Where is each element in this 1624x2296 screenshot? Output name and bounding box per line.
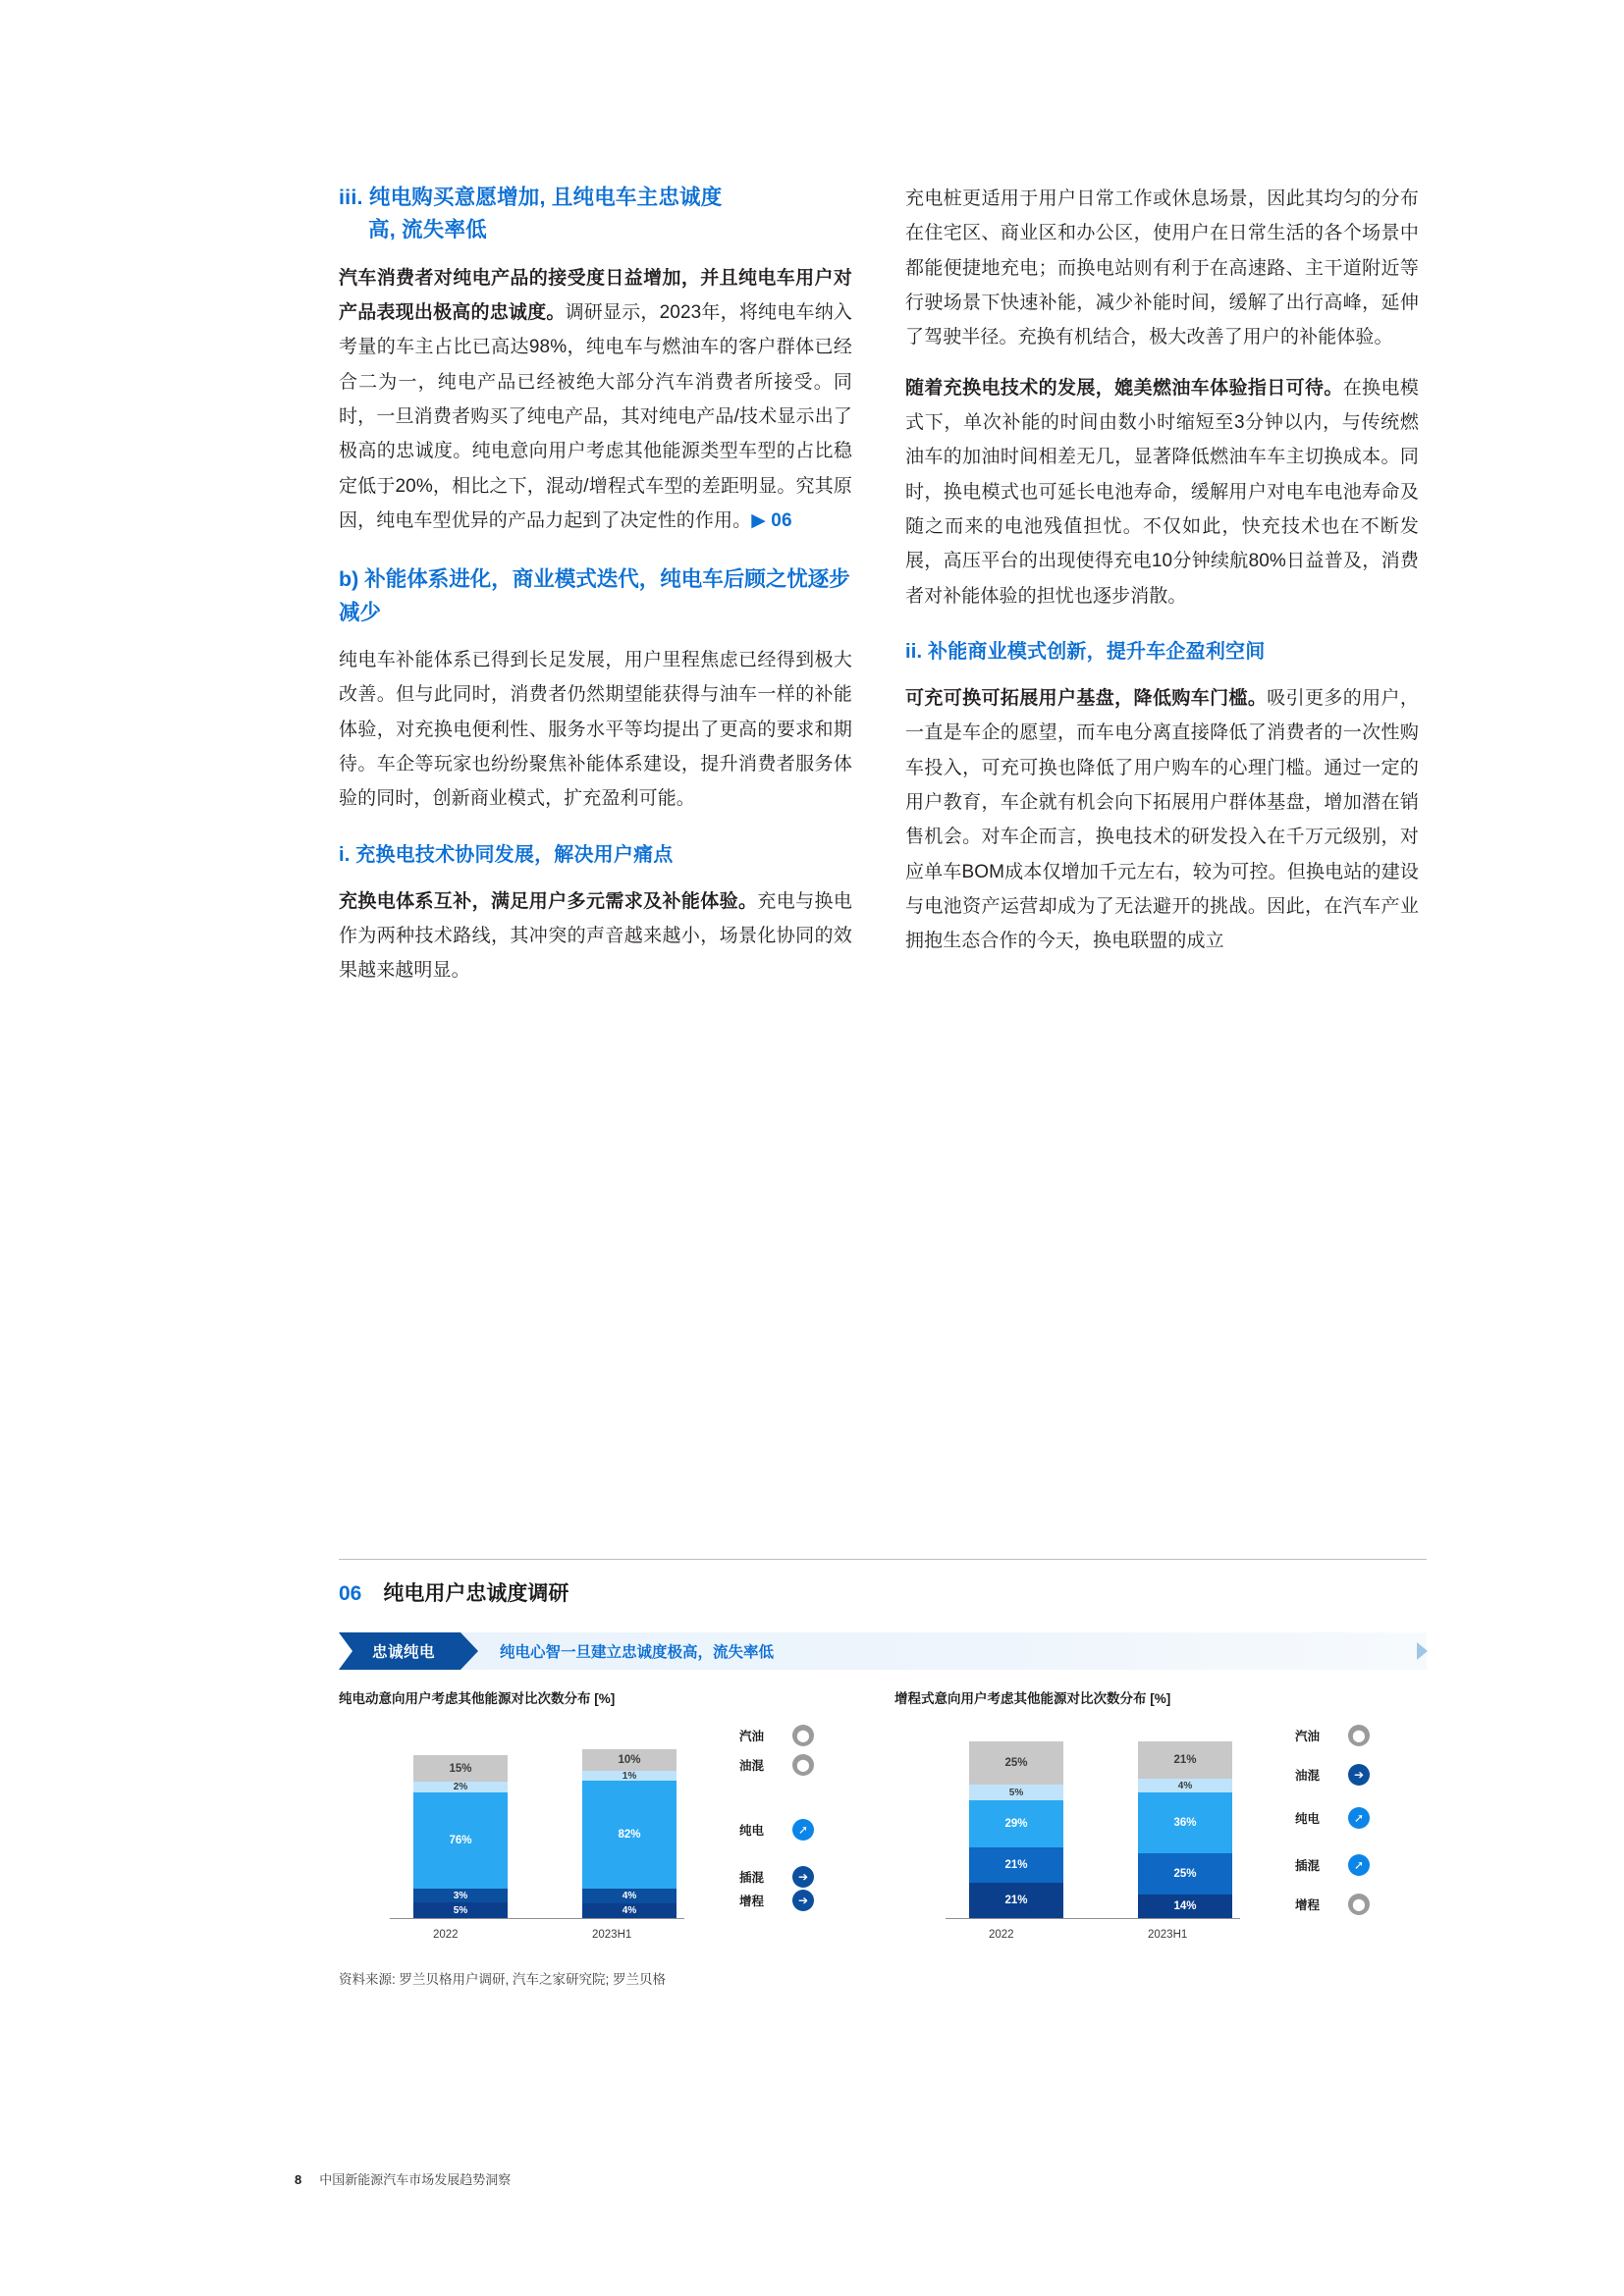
chart-1-area [339, 1717, 871, 1943]
seg-bev: 76% [413, 1792, 508, 1889]
right-paragraph-1: 充电桩更适用于用户日常工作或休息场景，因此其均匀的分布在住宅区、商业区和办公区，使用户在日常生活的各个场景中都能便捷地充电；而换电站则有利于在高速路、主干道附近等行驶场景下快速补能，减少补能时间，缓解了出行高峰，延伸了驾驶半径。充换有机结合，极大改善了用户的补能体验。 [905, 188, 1419, 348]
seg-bev: 36% [1138, 1792, 1232, 1853]
exhibit-06 [339, 1559, 1427, 1988]
chart-1-title: 纯电动意向用户考虑其他能源对比次数分布 [%] [339, 1691, 616, 1706]
exhibit-reference-06[interactable]: ▶ 06 [751, 509, 792, 531]
chart-2-bars [946, 1717, 1240, 1918]
banner-text: 纯电心智一旦建立忠诚度极高，流失率低 [500, 1644, 775, 1661]
seg-phev: 3% [413, 1889, 508, 1902]
car-icon: ⬤ [792, 1754, 814, 1776]
seg-hybrid: 2% [413, 1782, 508, 1792]
seg-phev: 25% [1138, 1853, 1232, 1895]
seg-gasoline: 21% [1138, 1741, 1232, 1779]
exhibit-source: 资料来源: 罗兰贝格用户调研, 汽车之家研究院; 罗兰贝格 [339, 1972, 667, 1987]
seg-phev: 21% [969, 1847, 1063, 1883]
phev-icon: ➚ [1348, 1854, 1370, 1876]
paragraph-3-rest: 充电与换电作为两种技术路线，其冲突的声音越来越小，场景化协同的效果越来越明显。 [339, 890, 852, 982]
seg-gasoline: 25% [969, 1741, 1063, 1785]
ev-icon: ➚ [1348, 1807, 1370, 1829]
page-number: 8 [295, 2172, 302, 2187]
paragraph-3-bold: 充换电体系互补，满足用户多元需求及补能体验。 [339, 890, 758, 912]
heading-iii-line1: iii. 纯电购买意愿增加, 且纯电车主忠诚度 [339, 186, 723, 209]
legend-label-hybrid: 油混 [739, 1759, 765, 1773]
seg-erev: 21% [969, 1883, 1063, 1918]
right-column [905, 182, 1419, 1004]
chart-panels [339, 1687, 1427, 1943]
seg-gasoline: 15% [413, 1755, 508, 1782]
chart-2-title: 增程式意向用户考虑其他能源对比次数分布 [%] [894, 1691, 1171, 1706]
heading-iii [339, 182, 852, 247]
right-paragraph-3-rest: 吸引更多的用户，一直是车企的愿望，而车电分离直接降低了消费者的一次性购车投入，可充可换也降低了用户购车的心理门槛。通过一定的用户教育，车企就有机会向下拓展用户群体基盘，增加潜在销售机会。对车企而言，换电技术的研发投入在千万元级别，对应单车BOM成本仅增加千元左右，较为可控。但换电站的建设与电池资产运营却成为了无法避开的挑战。因此，在汽车产业拥抱生态合作的今天，换电联盟的成立 [905, 687, 1419, 952]
seg-hybrid: 4% [1138, 1779, 1232, 1792]
chart-2-axis [946, 1918, 1240, 1919]
seg-hybrid: 5% [969, 1785, 1063, 1800]
legend-label-erev: 增程 [1295, 1898, 1321, 1912]
right-paragraph-2 [905, 371, 1419, 614]
left-column [339, 182, 852, 1004]
exhibit-title: 纯电用户忠诚度调研 [383, 1582, 569, 1605]
phev-icon: ➔ [792, 1866, 814, 1888]
chart-panel-1 [339, 1687, 871, 1943]
seg-phev: 4% [582, 1889, 677, 1903]
banner-arrow-icon [1417, 1642, 1428, 1660]
exhibit-divider [339, 1559, 1427, 1560]
legend-label-bev: 纯电 [1295, 1812, 1321, 1826]
seg-erev: 14% [1138, 1895, 1232, 1918]
legend-label-gasoline: 汽油 [1295, 1730, 1321, 1743]
heading-iii-line2: 高, 流失率低 [368, 218, 487, 242]
right-paragraph-2-rest: 在换电模式下，单次补能的时间由数小时缩短至3分钟以内，与传统燃油车的加油时间相差无几，显著降低燃油车车主切换成本。同时，换电模式也可延长电池寿命，缓解用户对电车电池寿命及随之而来的电池残值担忧。不仅如此，快充技术也在不断发展，高压平台的出现使得充电10分钟续航80%日益普及，消费者对补能体验的担忧也逐步消散。 [905, 377, 1419, 607]
ev-icon: ➚ [792, 1819, 814, 1841]
erev-icon: ➔ [792, 1890, 814, 1911]
chart-2-area [894, 1717, 1427, 1943]
legend-label-gasoline: 汽油 [739, 1730, 765, 1743]
legend-label-hybrid: 油混 [1295, 1769, 1321, 1783]
seg-gasoline: 10% [582, 1749, 677, 1771]
car-icon: ⬤ [792, 1725, 814, 1746]
two-column-body [339, 182, 1419, 1004]
legend-label-phev: 插混 [1295, 1859, 1321, 1873]
banner-tag: 忠诚纯电 [339, 1632, 460, 1670]
seg-erev: 5% [413, 1902, 508, 1918]
seg-erev: 4% [582, 1903, 677, 1918]
heading-b: b) 补能体系进化，商业模式迭代，纯电车后顾之忧逐步减少 [339, 567, 850, 624]
erev-icon: ⬤ [1348, 1894, 1370, 1915]
paragraph-1 [339, 261, 852, 539]
chart-1-xlabel-2023h1: 2023H1 [592, 1929, 632, 1941]
hybrid-icon: ➔ [1348, 1764, 1370, 1786]
chart-1-bar-2023h1 [582, 1749, 677, 1918]
seg-hybrid: 1% [582, 1771, 677, 1781]
page-footer [295, 2169, 511, 2188]
chart-2-bar-2022 [969, 1741, 1063, 1918]
chart-panel-2 [894, 1687, 1427, 1943]
paragraph-1-rest: 调研显示，2023年，将纯电车纳入考量的车主占比已高达98%，纯电车与燃油车的客户群体已经合二为一，纯电产品已经被绝大部分汽车消费者所接受。同时，一旦消费者购买了纯电产品，其对纯电产品/技术显示出了极高的忠诚度。纯电意向用户考虑其他能源类型车型的占比稳定低于20%，相比之下，混动/增程式车型的差距明显。究其原因，纯电车型优异的产品力起到了决定性的作用。 [339, 301, 853, 531]
right-paragraph-3-bold: 可充可换可拓展用户基盘，降低购车门槛。 [905, 687, 1268, 709]
chart-1-bar-2022 [413, 1755, 508, 1918]
chart-1-xlabel-2022: 2022 [433, 1929, 459, 1941]
exhibit-number: 06 [339, 1582, 362, 1605]
chart-2-xlabel-2022: 2022 [989, 1929, 1014, 1941]
paragraph-3 [339, 884, 852, 988]
chart-1-axis [390, 1918, 684, 1919]
exhibit-banner [339, 1632, 1427, 1670]
seg-bev: 82% [582, 1781, 677, 1889]
right-paragraph-2-bold: 随着充换电技术的发展，媲美燃油车体验指日可待。 [905, 377, 1343, 399]
paragraph-1-bold: 汽车消费者对纯电产品的接受度日益增加，并且纯电车用户对产品表现出极高的忠诚度。 [339, 267, 852, 323]
legend-label-bev: 纯电 [739, 1824, 765, 1838]
legend-label-phev: 插混 [739, 1871, 765, 1885]
exhibit-header [339, 1577, 1427, 1607]
right-paragraph-3 [905, 681, 1419, 959]
chart-2-xlabel-2023h1: 2023H1 [1148, 1929, 1188, 1941]
car-icon: ⬤ [1348, 1725, 1370, 1746]
chart-2-bar-2023h1 [1138, 1741, 1232, 1918]
paragraph-2: 纯电车补能体系已得到长足发展，用户里程焦虑已经得到极大改善。但与此同时，消费者仍然期望能获得与油车一样的补能体验，对充换电便利性、服务水平等均提出了更高的要求和期待。车企等玩家也纷纷聚焦补能体系建设，提升消费者服务体验的同时，创新商业模式，扩充盈利可能。 [339, 649, 852, 810]
chart-1-bars [390, 1717, 684, 1918]
heading-ii: ii. 补能商业模式创新，提升车企盈利空间 [905, 640, 1266, 663]
heading-i: i. 充换电技术协同发展，解决用户痛点 [339, 843, 674, 866]
footer-title: 中国新能源汽车市场发展趋势洞察 [319, 2172, 512, 2187]
seg-bev: 29% [969, 1800, 1063, 1847]
legend-label-erev: 增程 [739, 1895, 765, 1908]
